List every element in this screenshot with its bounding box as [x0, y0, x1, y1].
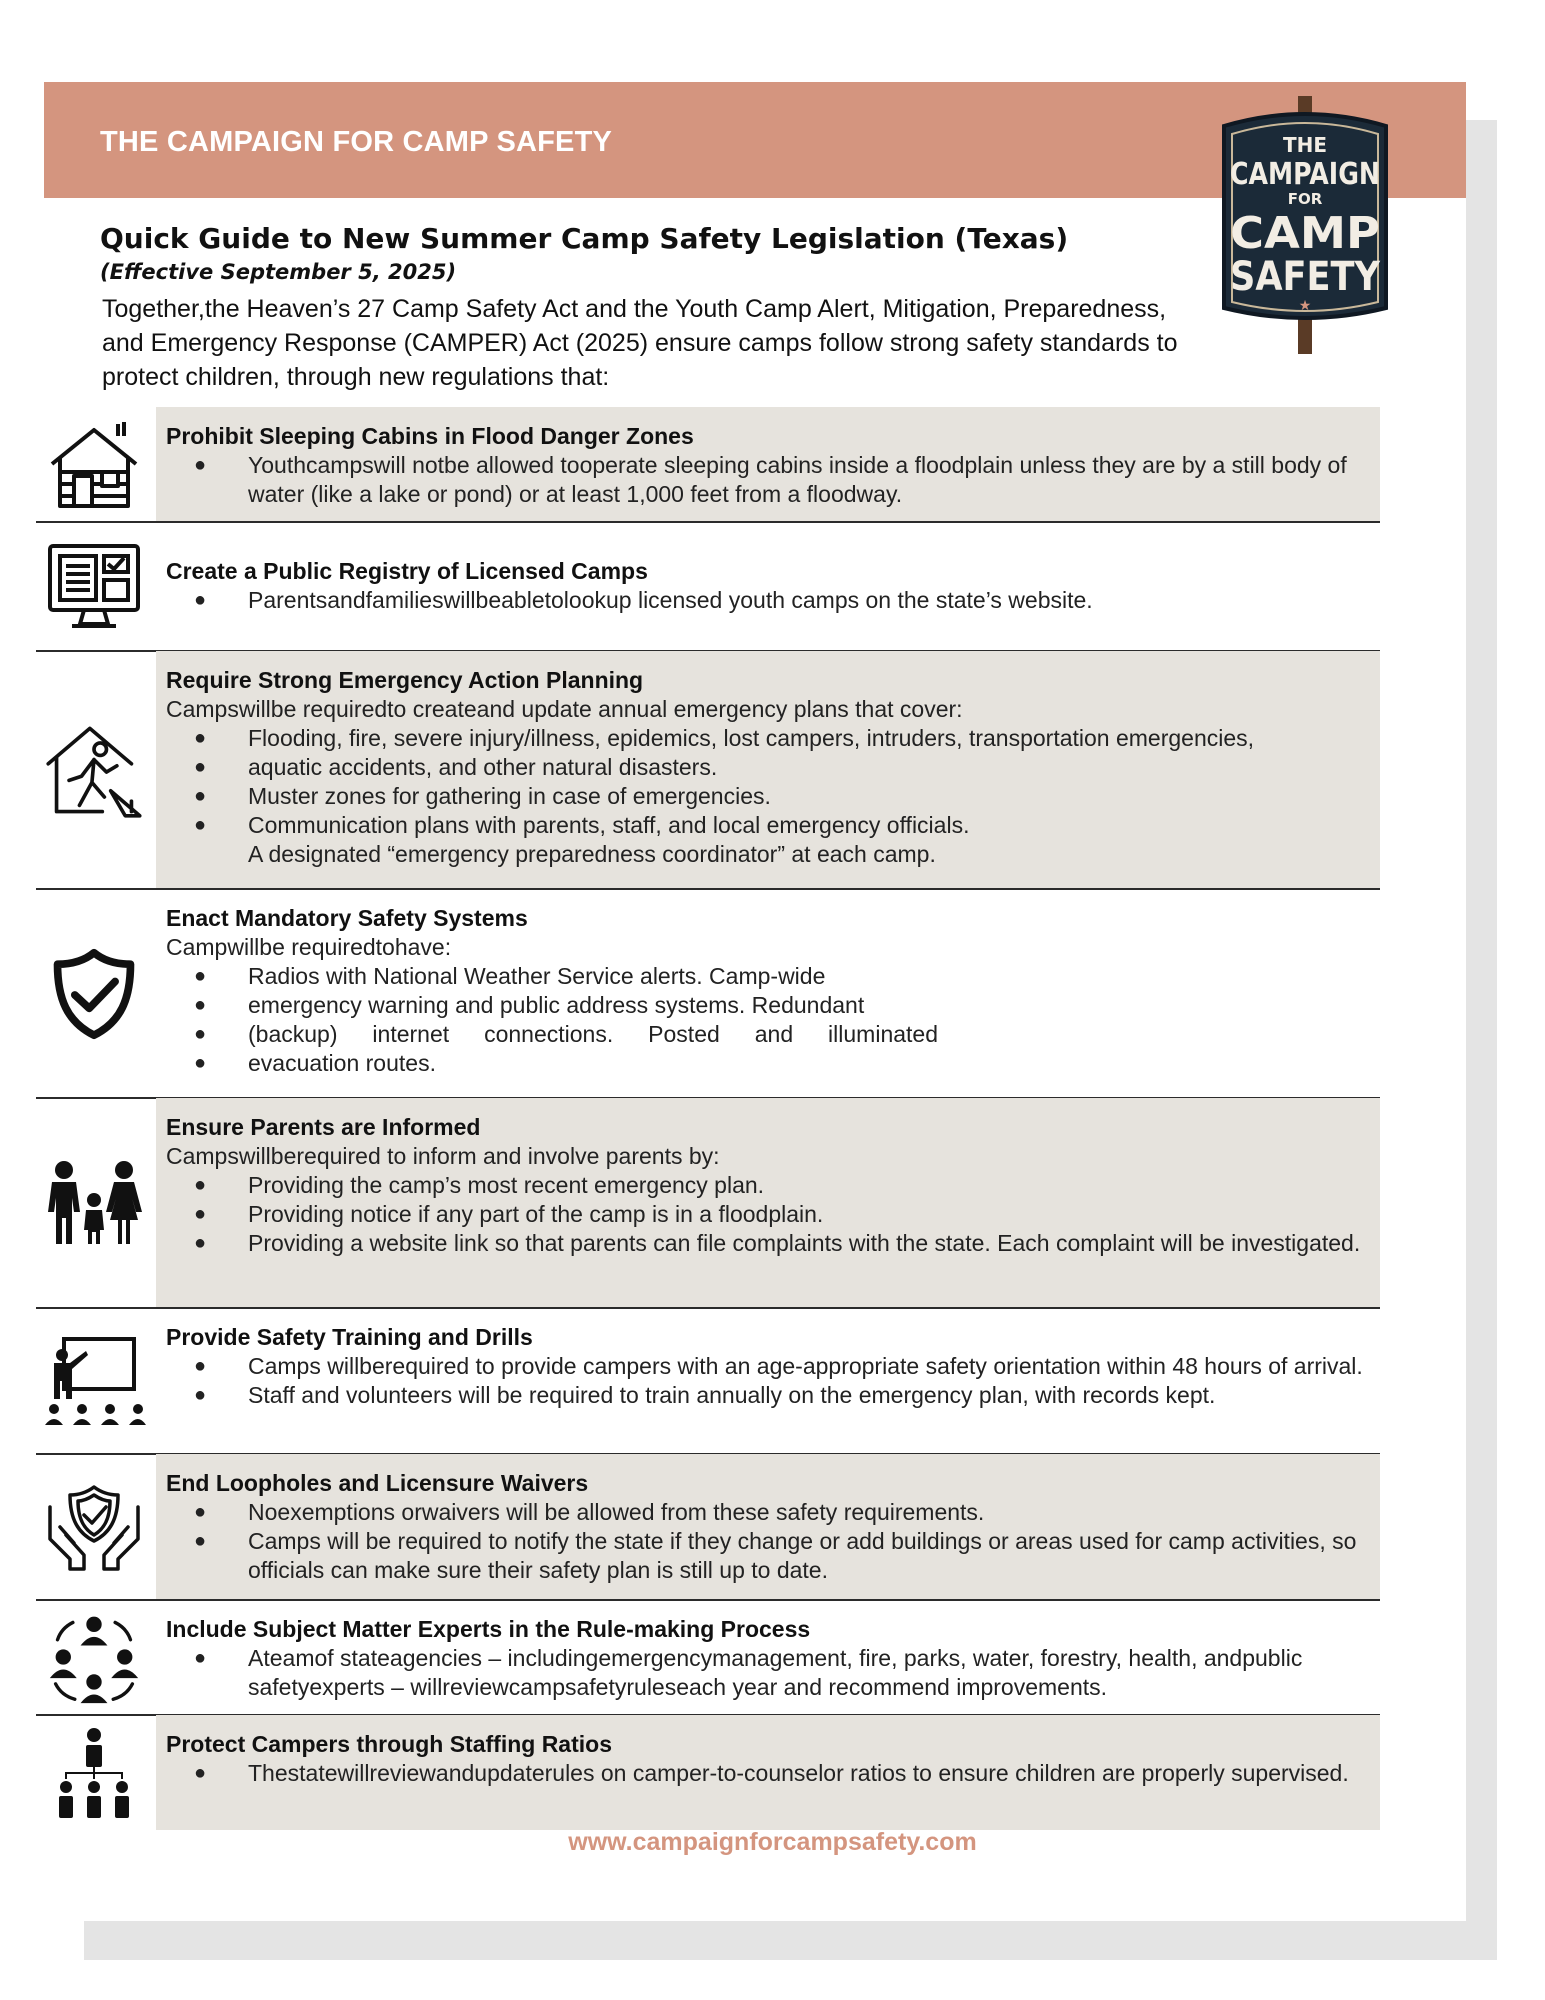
list-item: ● (backup) internet connections. Posted and illuminated — [194, 1021, 938, 1047]
section-staffing-ratios — [36, 1715, 1380, 1830]
section-content — [156, 1098, 1380, 1307]
section-content — [156, 1600, 1380, 1714]
staffing-hierarchy-icon — [54, 1725, 134, 1821]
list-item: ● Camps will be required to notify the state if they change or add buildings or areas used for camp activities, so officials can make sure their safety plan is still up to date. — [194, 1528, 1357, 1583]
section-lead: Campwillbe requiredtohave: — [166, 934, 452, 960]
section-title: Enact Mandatory Safety Systems — [166, 905, 528, 931]
list-item: ● Providing the camp’s most recent emergency plan. — [194, 1172, 765, 1198]
section-safety-systems — [36, 889, 1380, 1099]
list-item: ● Youthcampswill notbe allowed tooperate sleeping cabins inside a floodplain unless they are by a still body of water (like a lake or pond) or at least 1,000 feet from a floodway. — [194, 452, 1347, 507]
computer-registry-icon — [44, 536, 144, 636]
training-board-icon — [42, 1333, 146, 1429]
campaign-logo — [1210, 96, 1400, 354]
emergency-exit-icon — [42, 718, 146, 822]
list-item: ● Ateamof stateagencies – includingemergencymanagement, fire, parks, water, forestry, health, andpublic safetyexperts – willreviewcampsafetyruleseach year and recommend improvements. — [194, 1645, 1303, 1700]
continuation-line: A designated “emergency preparedness coordinator” at each camp. — [248, 841, 936, 867]
list-item: ● Camps willberequired to provide campers with an age-appropriate safety orientation within 48 hours of arrival. — [194, 1353, 1363, 1379]
section-content — [156, 1454, 1380, 1599]
section-title: Require Strong Emergency Action Planning — [166, 667, 644, 693]
hands-shield-icon — [44, 1477, 144, 1577]
section-lead: Campswillbe requiredto createand update annual emergency plans that cover: — [166, 696, 963, 722]
section-subject-experts — [36, 1600, 1380, 1716]
section-content — [156, 889, 1380, 1097]
bullet-list — [166, 1644, 1370, 1702]
list-item: ● Parentsandfamilieswillbeabletolookup licensed youth camps on the state’s website. — [194, 587, 1093, 613]
list-item: ● Providing a website link so that parents can file complaints with the state. Each complaint will be investigated. — [194, 1230, 1361, 1256]
section-title: Provide Safety Training and Drills — [166, 1324, 533, 1350]
section-content — [156, 1308, 1380, 1453]
section-title: Include Subject Matter Experts in the Rule-making Process — [166, 1616, 811, 1642]
section-icon-wrap — [36, 407, 152, 521]
cabin-icon — [44, 414, 144, 514]
bullet-list — [166, 1352, 1370, 1410]
section-content — [156, 651, 1380, 888]
list-item: ● Muster zones for gathering in case of emergencies. — [194, 783, 771, 809]
family-icon — [42, 1158, 146, 1248]
list-item: ● Noexemptions orwaivers will be allowed from these safety requirements. — [194, 1499, 985, 1525]
list-item: ● aquatic accidents, and other natural disasters. — [194, 754, 718, 780]
logo-text-for: FOR — [1287, 190, 1323, 208]
page-shadow-bottom — [84, 1921, 1497, 1960]
bullet-list — [166, 724, 1370, 840]
bullet-list — [166, 586, 1370, 615]
page-shadow-right — [1466, 120, 1497, 1960]
list-item: ● Staff and volunteers will be required to train annually on the emergency plan, with records kept. — [194, 1382, 1216, 1408]
list-item: ● Radios with National Weather Service alerts. Camp-wide — [194, 963, 826, 989]
list-item: ● emergency warning and public address systems. Redundant — [194, 992, 865, 1018]
section-public-registry — [36, 522, 1380, 652]
section-title: Prohibit Sleeping Cabins in Flood Danger Zones — [166, 423, 694, 449]
logo-star-icon: ★ — [1298, 297, 1312, 313]
list-item: ● Flooding, fire, severe injury/illness, epidemics, lost campers, intruders, transportation emergencies, — [194, 725, 1255, 751]
section-title: Ensure Parents are Informed — [166, 1114, 481, 1140]
section-emergency-planning — [36, 651, 1380, 890]
banner-title: THE CAMPAIGN FOR CAMP SAFETY — [100, 126, 613, 158]
page-title: Quick Guide to New Summer Camp Safety Legislation (Texas) — [100, 222, 1069, 255]
bullet-list — [166, 1171, 1370, 1258]
bullet-list — [166, 451, 1370, 509]
section-title: Create a Public Registry of Licensed Camps — [166, 558, 648, 584]
section-lead: Campswillberequired to inform and involve parents by: — [166, 1143, 720, 1169]
section-loopholes-waivers — [36, 1454, 1380, 1601]
experts-circle-icon — [46, 1609, 142, 1705]
list-item: ● Providing notice if any part of the camp is in a floodplain. — [194, 1201, 824, 1227]
logo-text-campaign: CAMPAIGN — [1230, 157, 1380, 192]
list-item: ● evacuation routes. — [194, 1050, 436, 1076]
logo-text-camp: CAMP — [1230, 208, 1380, 259]
list-item: ● Communication plans with parents, staff, and local emergency officials. — [194, 812, 970, 838]
bullet-list — [166, 1759, 1370, 1788]
section-title: End Loopholes and Licensure Waivers — [166, 1470, 589, 1496]
list-item: ● Thestatewillreviewandupdaterules on camper-to-counselor ratios to ensure children are properly supervised. — [194, 1760, 1349, 1786]
section-flood-zones — [36, 407, 1380, 523]
logo-text-safety: SAFETY — [1230, 254, 1381, 300]
website-link[interactable]: www.campaignforcampsafety.com — [568, 1828, 977, 1856]
intro-paragraph: Together,the Heaven’s 27 Camp Safety Act and the Youth Camp Alert, Mitigation, Preparedness, and Emergency Response (CAMPER) Act (2025) ensure camps follow strong safety standards to protect children, through new regulations that: — [102, 295, 1178, 391]
section-title: Protect Campers through Staffing Ratios — [166, 1731, 612, 1757]
section-content — [156, 522, 1380, 650]
shield-check-icon — [46, 945, 142, 1041]
logo-text-the: THE — [1282, 133, 1328, 157]
section-parents-informed — [36, 1098, 1380, 1309]
section-content — [156, 407, 1380, 521]
bullet-list — [166, 1498, 1370, 1585]
section-training-drills — [36, 1308, 1380, 1455]
effective-date: (Effective September 5, 2025) — [100, 260, 457, 284]
bullet-list — [166, 962, 1370, 1078]
section-content — [156, 1715, 1380, 1830]
